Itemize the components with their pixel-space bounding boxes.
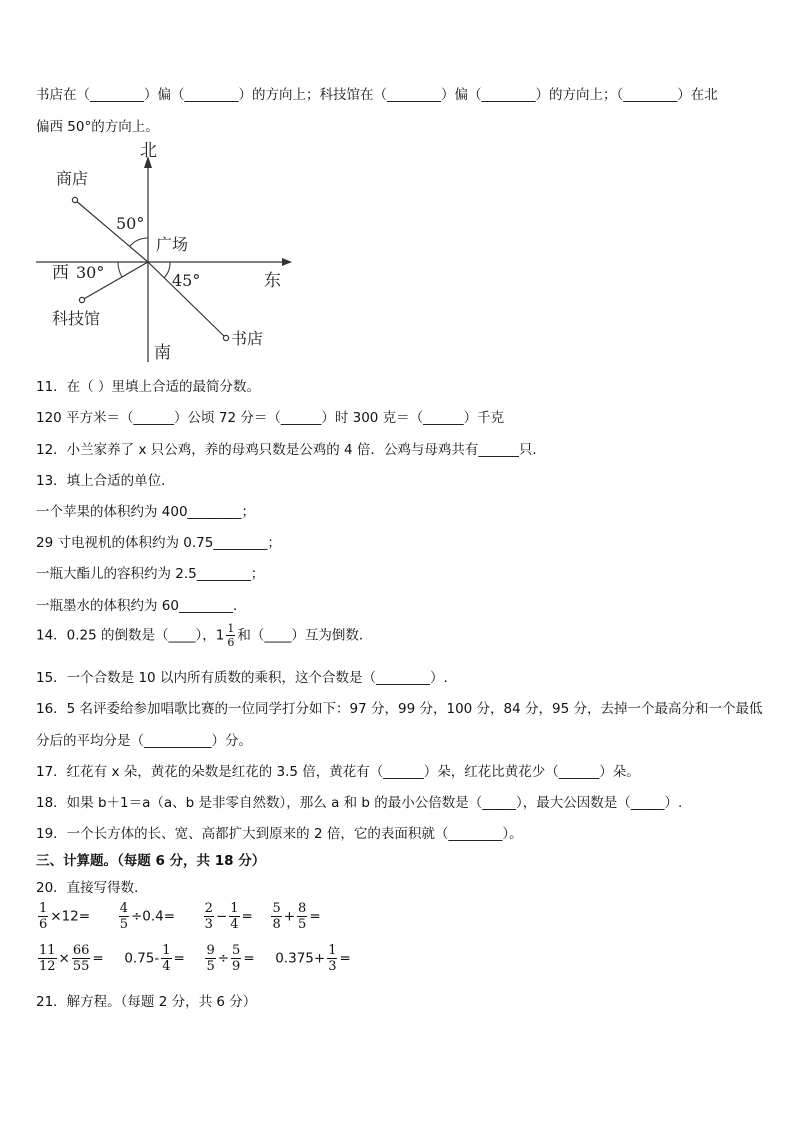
q16-line2: 分后的平均分是（__________）分。 bbox=[36, 733, 252, 749]
arc-50 bbox=[130, 238, 148, 246]
direction-diagram bbox=[36, 138, 296, 366]
q18-text: 18．如果 b＋1＝a（a、b 是非零自然数），那么 a 和 b 的最小公倍数是（_____），最大公因数是（_____）. bbox=[36, 795, 683, 811]
q20-row2 bbox=[36, 944, 351, 973]
r1e3-b-den: 4 bbox=[230, 917, 239, 932]
r1e3-op: − bbox=[215, 908, 228, 925]
q13-item-2: 29 寸电视机的体积约为 0.75________； bbox=[36, 535, 281, 551]
q11-title: 11．在（ ）里填上合适的最简分数。 bbox=[36, 379, 260, 395]
q13-item-3: 一瓶大酯儿的容积约为 2.5________； bbox=[36, 566, 265, 582]
point-shop bbox=[72, 197, 77, 202]
q17-text: 17．红花有 x 朵，黄花的朵数是红花的 3.5 倍，黄花有（______）朵，红花比黄花少（______）朵。 bbox=[36, 764, 640, 780]
q14-frac-den: 6 bbox=[227, 636, 235, 649]
label-west: 西 bbox=[52, 263, 69, 283]
r1e2-num: 4 bbox=[119, 901, 128, 916]
r2e2-frac bbox=[161, 944, 171, 973]
r1e1-rest: ×12= bbox=[50, 908, 91, 925]
r1e4-rest: = bbox=[309, 908, 321, 925]
point-museum bbox=[79, 297, 84, 302]
r2e4-frac bbox=[327, 944, 337, 973]
r2e4-den: 3 bbox=[328, 959, 337, 974]
q21-title: 21．解方程。（每题 2 分，共 6 分） bbox=[36, 994, 257, 1010]
q10-line2: 偏西 50°的方向上。 bbox=[36, 119, 159, 135]
label-north: 北 bbox=[140, 141, 157, 161]
r2e3-rest: = bbox=[243, 950, 255, 967]
q16-line1: 16．5 名评委给参加唱歌比赛的一位同学打分如下：97 分，99 分，100 分，84 分，95 分，去掉一个最高分和一个最低 bbox=[36, 701, 763, 717]
r1e3-frac-a bbox=[204, 902, 214, 931]
q20-row1 bbox=[36, 902, 321, 931]
r2e2-pre: 0.75- bbox=[124, 950, 160, 967]
r1e4-frac-a bbox=[271, 902, 281, 931]
r2e3-a-num: 9 bbox=[206, 943, 215, 958]
east-arrow-icon bbox=[282, 258, 292, 266]
q20-title: 20．直接写得数． bbox=[36, 880, 148, 896]
r1e3-a-num: 2 bbox=[204, 901, 213, 916]
angle-label-45: 45° bbox=[172, 271, 201, 290]
r2e4-pre: 0.375+ bbox=[275, 950, 326, 967]
r1e3-b-num: 1 bbox=[230, 901, 239, 916]
q11-line: 120 平方米＝（______）公顷 72 分＝（______）时 300 克＝（______）千克 bbox=[36, 410, 505, 426]
q10-line1: 书店在（________）偏（________）的方向上；科技馆在（________）偏（________）的方向上；（________）在北 bbox=[36, 87, 718, 103]
r2e3-a-den: 5 bbox=[206, 959, 215, 974]
r2e3-b-den: 9 bbox=[232, 959, 241, 974]
q13-item-1: 一个苹果的体积约为 400________； bbox=[36, 504, 256, 520]
q19-text: 19．一个长方体的长、宽、高都扩大到原来的 2 倍，它的表面积就（________）。 bbox=[36, 826, 523, 842]
q14-before: 14．0.25 的倒数是（____），1 bbox=[36, 627, 225, 644]
point-bookstore bbox=[223, 335, 228, 340]
r1e1-den: 6 bbox=[39, 917, 48, 932]
r2e4-rest: = bbox=[339, 950, 351, 967]
label-museum: 科技馆 bbox=[52, 309, 101, 328]
label-east: 东 bbox=[264, 271, 281, 291]
arc-30 bbox=[118, 262, 122, 277]
r1e3-frac-b bbox=[229, 902, 239, 931]
r2e4-num: 1 bbox=[328, 943, 337, 958]
q13-item-4: 一瓶墨水的体积约为 60________． bbox=[36, 598, 247, 614]
r2e1-a-den: 12 bbox=[39, 959, 56, 974]
r1e4-op: + bbox=[283, 908, 296, 925]
angle-label-50: 50° bbox=[116, 214, 145, 233]
r1e2-frac bbox=[119, 902, 129, 931]
q14-after: 和（____）互为倒数． bbox=[237, 627, 373, 644]
r2e1-op: × bbox=[58, 950, 70, 967]
r1e4-a-den: 8 bbox=[272, 917, 281, 932]
r2e3-frac-b bbox=[231, 944, 241, 973]
r2e2-num: 1 bbox=[162, 943, 171, 958]
r2e3-op: ÷ bbox=[217, 950, 230, 967]
q14-fraction bbox=[226, 623, 235, 648]
r1e1-num: 1 bbox=[39, 901, 48, 916]
r2e1-a-num: 11 bbox=[39, 943, 56, 958]
r2e1-frac-b bbox=[72, 944, 91, 973]
r1e2-rest: ÷0.4= bbox=[130, 908, 176, 925]
q13-title: 13．填上合适的单位． bbox=[36, 473, 175, 489]
r2e1-rest: = bbox=[92, 950, 104, 967]
r2e3-frac-a bbox=[205, 944, 215, 973]
r2e1-b-den: 55 bbox=[72, 959, 90, 974]
r1e3-a-den: 3 bbox=[204, 917, 213, 932]
angle-label-30: 30° bbox=[76, 263, 105, 282]
q14-line bbox=[36, 623, 372, 648]
arc-45 bbox=[164, 262, 170, 278]
r2e3-b-num: 5 bbox=[232, 943, 241, 958]
r1e3-rest: = bbox=[241, 908, 253, 925]
label-plaza: 广场 bbox=[156, 235, 189, 254]
label-bookstore: 书店 bbox=[231, 329, 264, 348]
r2e2-den: 4 bbox=[162, 959, 171, 974]
r1e4-b-num: 8 bbox=[298, 901, 307, 916]
r2e1-frac-a bbox=[38, 944, 57, 973]
r2e1-b-num: 66 bbox=[72, 943, 90, 958]
r1e4-b-den: 5 bbox=[298, 917, 307, 932]
r1e4-a-num: 5 bbox=[272, 901, 281, 916]
r1e4-frac-b bbox=[297, 902, 307, 931]
section3-title: 三、计算题。（每题 6 分，共 18 分） bbox=[36, 853, 266, 869]
q12-text: 12．小兰家养了 x 只公鸡，养的母鸡只数是公鸡的 4 倍．公鸡与母鸡共有______只． bbox=[36, 442, 546, 458]
r2e2-rest: = bbox=[173, 950, 185, 967]
label-south: 南 bbox=[154, 343, 171, 363]
r1e2-den: 5 bbox=[119, 917, 128, 932]
r1e1-frac bbox=[38, 902, 48, 931]
q15-text: 15．一个合数是 10 以内所有质数的乘积，这个合数是（________）. bbox=[36, 670, 448, 686]
label-shop: 商店 bbox=[56, 169, 89, 188]
q14-frac-num: 1 bbox=[227, 622, 235, 635]
